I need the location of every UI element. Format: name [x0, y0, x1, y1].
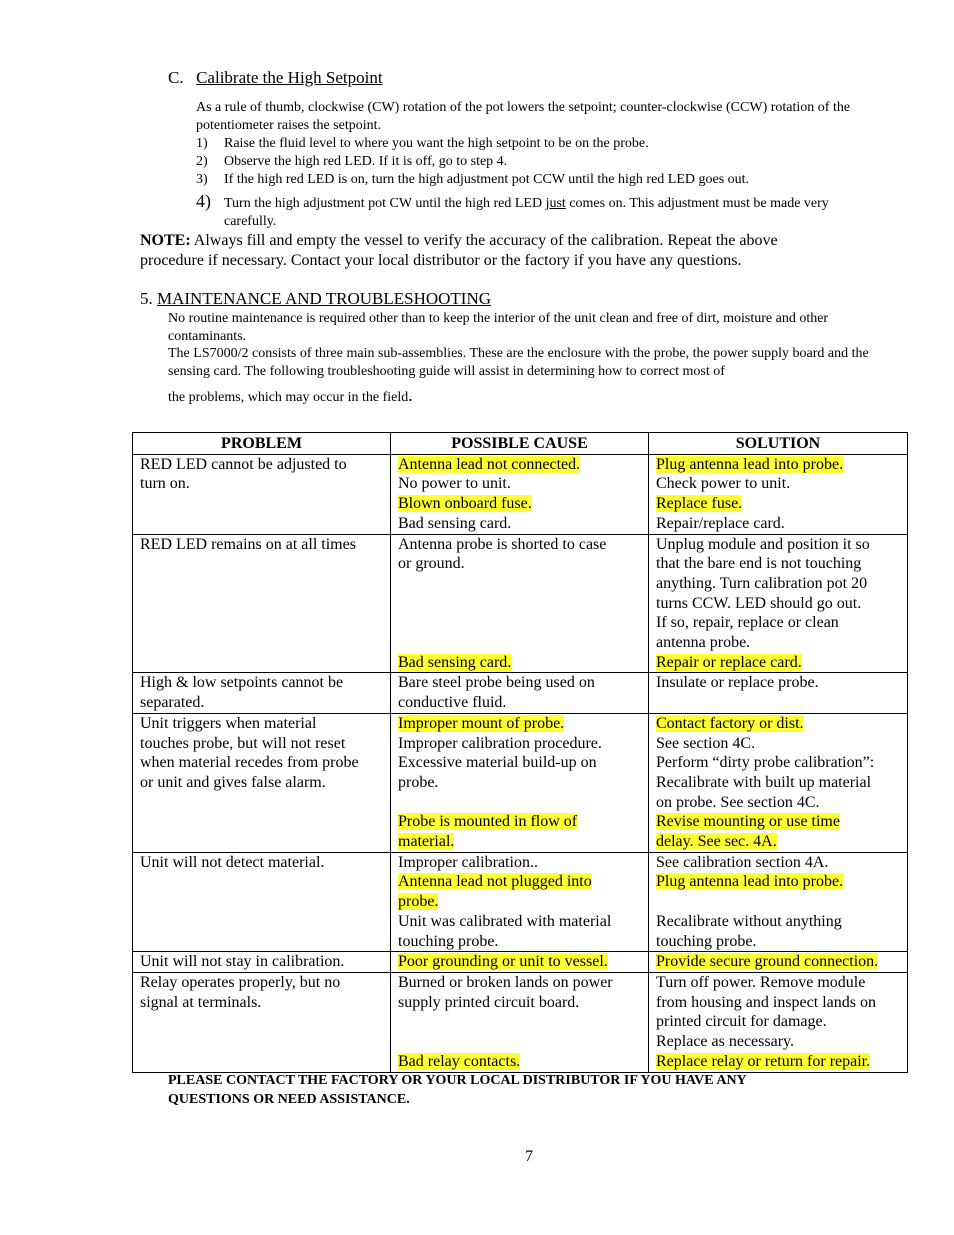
problem-line: separated. — [140, 694, 205, 712]
solution-text: See calibration section 4A. — [656, 853, 829, 871]
step-1-number: 1) — [196, 136, 208, 151]
cause-line — [398, 973, 641, 993]
cause-text: Unit was calibrated with material — [398, 912, 612, 930]
cause-line — [398, 535, 641, 555]
solution-line — [656, 1012, 900, 1032]
solution-text: on probe. See section 4C. — [656, 793, 820, 811]
solution-line — [656, 574, 900, 594]
highlighted-text: Replace relay or return for repair. — [656, 1052, 871, 1070]
footer-note-line-1: PLEASE CONTACT THE FACTORY OR YOUR LOCAL DISTRIBUTOR IF YOU HAVE ANY — [168, 1073, 747, 1088]
solution-line — [656, 535, 900, 555]
problem-cell — [133, 454, 391, 534]
highlighted-text: Improper mount of probe. — [398, 714, 565, 732]
solution-line — [656, 613, 900, 633]
table-row — [133, 534, 908, 673]
cause-line — [398, 653, 641, 673]
solution-text: from housing and inspect lands on — [656, 993, 876, 1011]
highlighted-text: Antenna lead not connected. — [398, 455, 581, 473]
solution-line — [656, 832, 900, 852]
solution-line — [656, 633, 900, 653]
section-5-para1: No routine maintenance is required other than to keep the interior of the unit clean and free of dirt, moisture and other contaminants. — [168, 311, 829, 344]
cause-text: or ground. — [398, 555, 465, 573]
section-c-title: Calibrate the High Setpoint — [196, 68, 383, 87]
solution-text: Recalibrate without anything — [656, 912, 842, 930]
cause-line — [398, 872, 641, 892]
section-5-para2: The LS7000/2 consists of three main sub-assemblies. These are the enclosure with the probe, the power supply board and the sensing card. The following troubleshooting guide will assist in determining how to correct most of — [168, 346, 869, 379]
solution-cell — [649, 673, 908, 713]
step-3 — [196, 171, 750, 189]
highlighted-text: delay. See sec. 4A. — [656, 833, 777, 851]
highlighted-text: material. — [398, 833, 455, 851]
cause-line — [398, 554, 641, 574]
highlighted-text: Bad relay contacts. — [398, 1052, 521, 1070]
solution-line — [656, 714, 900, 734]
solution-line — [656, 993, 900, 1013]
problem-line: RED LED cannot be adjusted to — [140, 455, 347, 473]
solution-text: See section 4C. — [656, 734, 756, 752]
solution-text: that the bare end is not touching — [656, 555, 862, 573]
highlighted-text: Probe is mounted in flow of — [398, 813, 578, 831]
cause-line — [398, 853, 641, 873]
solution-line — [656, 494, 900, 514]
cause-cell — [391, 713, 649, 852]
blank-line — [656, 892, 900, 912]
cause-line — [398, 812, 641, 832]
cause-cell — [391, 952, 649, 973]
section-c-heading — [168, 68, 383, 88]
section-c-letter: C. — [168, 68, 184, 87]
blank-line — [398, 633, 641, 653]
cause-line — [398, 494, 641, 514]
highlighted-text: probe. — [398, 893, 439, 911]
problem-line: High & low setpoints cannot be — [140, 674, 344, 692]
cause-line — [398, 952, 641, 972]
problem-line: turn on. — [140, 475, 190, 493]
header-problem: PROBLEM — [133, 433, 391, 455]
cause-line — [398, 455, 641, 475]
section-5-para2-period: . — [408, 385, 413, 405]
solution-line — [656, 1052, 900, 1072]
solution-cell — [649, 534, 908, 673]
cause-line — [398, 474, 641, 494]
header-possible-cause: POSSIBLE CAUSE — [391, 433, 649, 455]
cause-text: touching probe. — [398, 932, 499, 950]
cause-line — [398, 753, 641, 773]
cause-cell — [391, 673, 649, 713]
cause-line — [398, 1052, 641, 1072]
cause-text: Improper calibration procedure. — [398, 734, 602, 752]
highlighted-text: Plug antenna lead into probe. — [656, 873, 844, 891]
problem-cell — [133, 713, 391, 852]
solution-cell — [649, 972, 908, 1072]
highlighted-text: Replace fuse. — [656, 495, 743, 513]
section-5-title: MAINTENANCE AND TROUBLESHOOTING — [157, 289, 492, 308]
troubleshooting-table — [132, 432, 908, 1073]
cause-text: conductive fluid. — [398, 694, 507, 712]
problem-line: touches probe, but will not reset — [140, 734, 346, 752]
footer-note-line-2: QUESTIONS OR NEED ASSISTANCE. — [168, 1092, 410, 1107]
highlighted-text: Poor grounding or unit to vessel. — [398, 953, 608, 971]
solution-text: Perform “dirty probe calibration”: — [656, 754, 875, 772]
solution-line — [656, 973, 900, 993]
highlighted-text: Blown onboard fuse. — [398, 495, 532, 513]
section-c-intro: As a rule of thumb, clockwise (CW) rotation of the pot lowers the setpoint; counter-clockwise (CCW) rotation of the potentiometer raises the setpoint. — [196, 100, 851, 133]
cause-cell — [391, 852, 649, 952]
step-1 — [196, 135, 649, 153]
solution-text: printed circuit for damage. — [656, 1013, 827, 1031]
problem-line: when material recedes from probe — [140, 754, 359, 772]
solution-line — [656, 1032, 900, 1052]
cause-line — [398, 514, 641, 534]
table-row — [133, 972, 908, 1072]
cause-text: No power to unit. — [398, 475, 511, 493]
solution-cell — [649, 952, 908, 973]
cause-text: supply printed circuit board. — [398, 993, 580, 1011]
cause-text: Antenna probe is shorted to case — [398, 535, 607, 553]
table-body — [133, 454, 908, 1072]
step-2-text: Observe the high red LED. If it is off, go to step 4. — [224, 154, 508, 169]
blank-line — [398, 594, 641, 614]
solution-line — [656, 514, 900, 534]
cause-text: probe. — [398, 773, 439, 791]
solution-line — [656, 554, 900, 574]
solution-cell — [649, 713, 908, 852]
note-paragraph — [140, 231, 840, 271]
problem-line: RED LED remains on at all times — [140, 535, 356, 553]
table-row — [133, 454, 908, 534]
solution-line — [656, 912, 900, 932]
header-solution: SOLUTION — [649, 433, 908, 455]
solution-line — [656, 853, 900, 873]
solution-text: Repair/replace card. — [656, 514, 785, 532]
cause-line — [398, 993, 641, 1013]
problem-cell — [133, 534, 391, 673]
solution-text: Replace as necessary. — [656, 1033, 794, 1051]
solution-text: Recalibrate with built up material — [656, 773, 872, 791]
cause-line — [398, 932, 641, 952]
step-4-underlined: just — [545, 196, 566, 211]
cause-cell — [391, 454, 649, 534]
cause-line — [398, 832, 641, 852]
footer-note — [168, 1071, 747, 1109]
solution-line — [656, 594, 900, 614]
solution-text: antenna probe. — [656, 634, 751, 652]
step-4-pre: Turn the high adjustment pot CW until the high red LED — [224, 196, 546, 211]
problem-cell — [133, 952, 391, 973]
problem-line: Relay operates properly, but no — [140, 973, 341, 991]
note-text: Always fill and empty the vessel to verify the accuracy of the calibration. Repeat the above procedure if necessary. Contact your local distributor or the factory if you have any questions. — [140, 232, 778, 269]
cause-line — [398, 714, 641, 734]
blank-line — [398, 613, 641, 633]
step-4-post: comes on. This adjustment must be made very carefully. — [224, 196, 829, 229]
solution-line — [656, 734, 900, 754]
section-5-heading — [140, 289, 491, 309]
solution-text: Insulate or replace probe. — [656, 674, 819, 692]
blank-line — [398, 574, 641, 594]
cause-cell — [391, 972, 649, 1072]
solution-line — [656, 773, 900, 793]
problem-cell — [133, 852, 391, 952]
table-row — [133, 952, 908, 973]
solution-cell — [649, 454, 908, 534]
cause-line — [398, 693, 641, 713]
table-row — [133, 673, 908, 713]
cause-text: Excessive material build-up on — [398, 754, 597, 772]
section-5-para2-last-line: the problems, which may occur in the field — [168, 390, 409, 405]
problem-line: or unit and gives false alarm. — [140, 773, 326, 791]
cause-text: Bare steel probe being used on — [398, 674, 595, 692]
cause-line — [398, 892, 641, 912]
solution-cell — [649, 852, 908, 952]
step-3-text: If the high red LED is on, turn the high adjustment pot CCW until the high red LED goes out. — [224, 172, 750, 187]
highlighted-text: Contact factory or dist. — [656, 714, 804, 732]
solution-line — [656, 653, 900, 673]
section-5-number: 5. — [140, 289, 153, 308]
highlighted-text: Provide secure ground connection. — [656, 953, 879, 971]
cause-text: Burned or broken lands on power — [398, 973, 613, 991]
cause-line — [398, 773, 641, 793]
problem-cell — [133, 972, 391, 1072]
solution-line — [656, 872, 900, 892]
note-label: NOTE: — [140, 232, 191, 249]
table-row — [133, 713, 908, 852]
highlighted-text: Plug antenna lead into probe. — [656, 455, 844, 473]
highlighted-text: Bad sensing card. — [398, 653, 512, 671]
highlighted-text: Revise mounting or use time — [656, 813, 840, 831]
solution-text: Check power to unit. — [656, 475, 791, 493]
blank-line — [398, 1012, 641, 1032]
step-1-text: Raise the fluid level to where you want the high setpoint to be on the probe. — [224, 136, 649, 151]
solution-text: Turn off power. Remove module — [656, 973, 866, 991]
table-row — [133, 852, 908, 952]
problem-line: Unit triggers when material — [140, 714, 317, 732]
solution-line — [656, 932, 900, 952]
solution-text: touching probe. — [656, 932, 757, 950]
cause-cell — [391, 534, 649, 673]
step-4 — [196, 191, 829, 229]
problem-line: Unit will not detect material. — [140, 853, 325, 871]
cause-line — [398, 912, 641, 932]
solution-text: If so, repair, replace or clean — [656, 614, 839, 632]
blank-line — [398, 793, 641, 813]
solution-text: anything. Turn calibration pot 20 — [656, 574, 868, 592]
cause-line — [398, 734, 641, 754]
blank-line — [398, 1032, 641, 1052]
step-4-number: 4) — [196, 191, 211, 211]
solution-line — [656, 952, 900, 972]
solution-line — [656, 474, 900, 494]
highlighted-text: Antenna lead not plugged into — [398, 873, 592, 891]
solution-line — [656, 812, 900, 832]
step-2-number: 2) — [196, 154, 208, 169]
table-header-row — [133, 433, 908, 455]
step-3-number: 3) — [196, 172, 208, 187]
page-number: 7 — [525, 1148, 533, 1165]
solution-text: Unplug module and position it so — [656, 535, 870, 553]
cause-text: Bad sensing card. — [398, 514, 512, 532]
problem-line: Unit will not stay in calibration. — [140, 953, 345, 971]
solution-line — [656, 753, 900, 773]
solution-line — [656, 673, 900, 693]
solution-text: turns CCW. LED should go out. — [656, 594, 862, 612]
section-5-para2-end — [168, 386, 888, 407]
step-4-text — [224, 195, 884, 231]
cause-line — [398, 673, 641, 693]
problem-line: signal at terminals. — [140, 993, 262, 1011]
highlighted-text: Repair or replace card. — [656, 653, 802, 671]
cause-text: Improper calibration.. — [398, 853, 538, 871]
step-2 — [196, 153, 508, 171]
problem-cell — [133, 673, 391, 713]
solution-line — [656, 793, 900, 813]
solution-line — [656, 455, 900, 475]
